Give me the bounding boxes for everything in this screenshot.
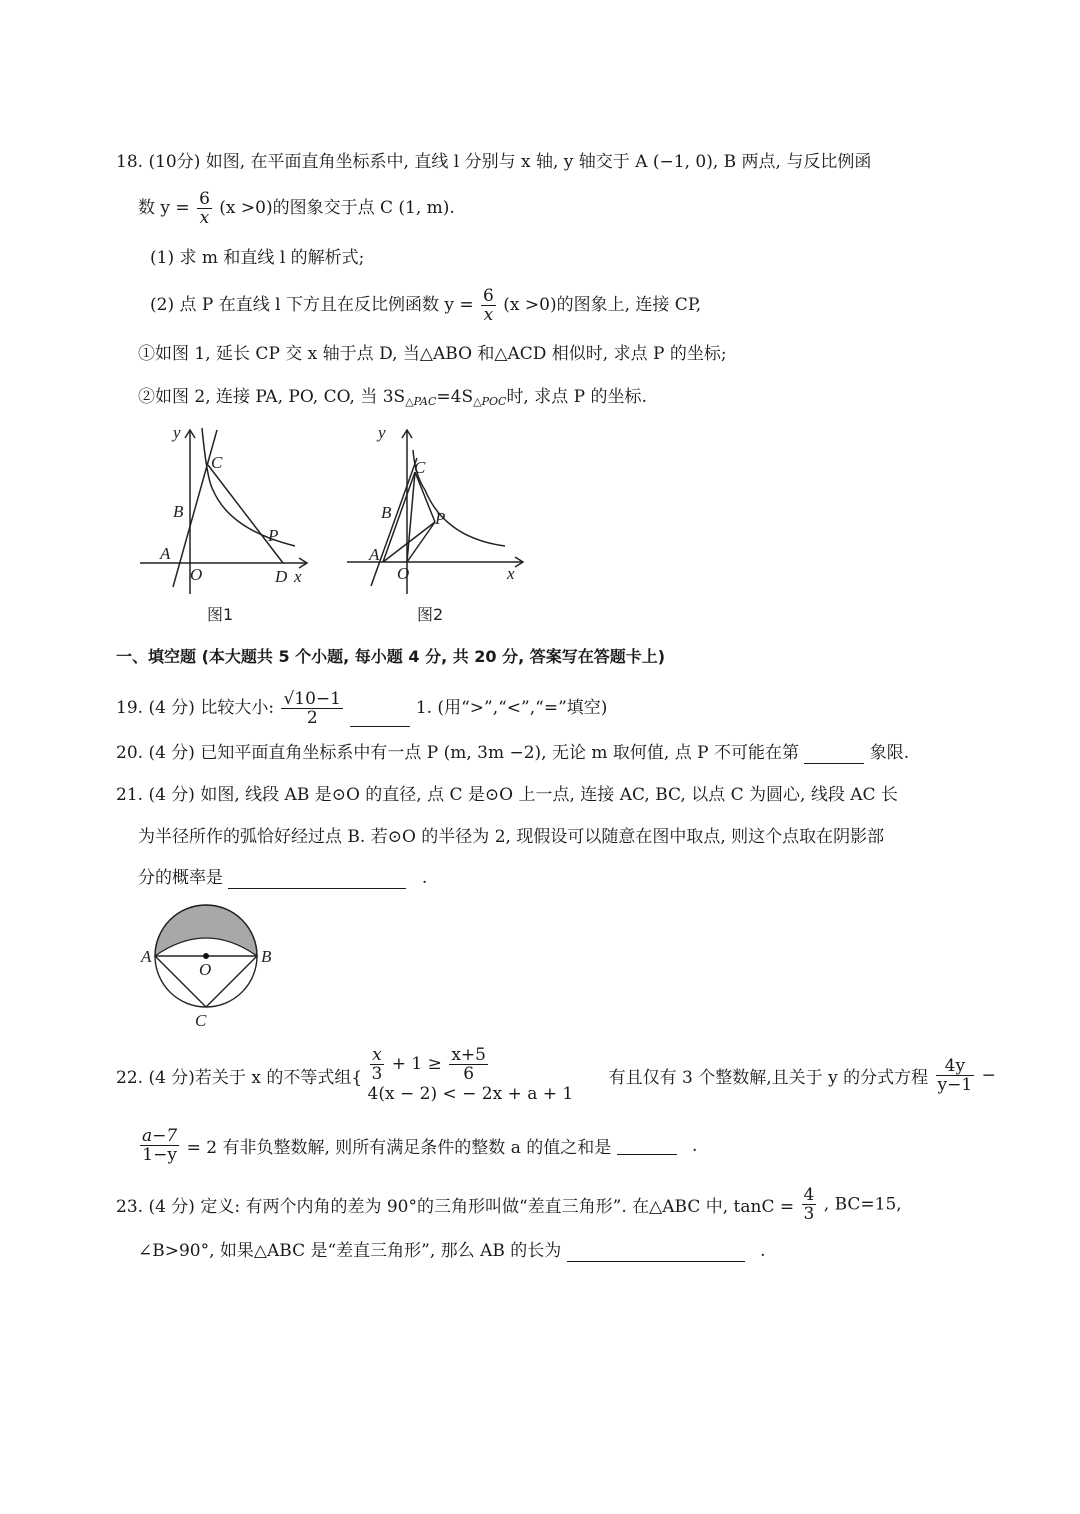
q20-pre: 20. (4 分) 已知平面直角坐标系中有一点 P (m, 3m −2), 无论 m 取何值, 点 P 不可能在第	[116, 743, 799, 763]
q22-answer-blank[interactable]	[617, 1136, 677, 1155]
q18-line1: 18. (10分) 如图, 在平面直角坐标系中, 直线 l 分别与 x 轴, y 轴交于 A (−1, 0), B 两点, 与反比例函	[116, 152, 872, 172]
q21-label-o: O	[199, 960, 212, 979]
q22-minus: −	[981, 1065, 996, 1086]
fraction-numerator: a−7	[142, 1126, 178, 1146]
fig1-label-d: D	[275, 567, 288, 586]
fraction-numerator: x	[370, 1046, 385, 1065]
q20-line	[116, 742, 909, 764]
q22-line1	[116, 1046, 996, 1105]
fig1-label-x: x	[294, 567, 302, 586]
q22-mid: 有且仅有 3 个整数解,且关于 y 的分式方程	[608, 1068, 929, 1088]
fig1-caption: 图1	[207, 605, 234, 624]
fig1-label-b: B	[173, 502, 184, 521]
q18-part2-post: (x >0)的图象上, 连接 CP,	[503, 295, 702, 315]
q23-pre: 23. (4 分) 定义: 有两个内角的差为 90°的三角形叫做“差直三角形”. 在△ABC 中, tanC =	[116, 1197, 795, 1217]
q23-fraction	[802, 1186, 817, 1223]
q18-sub1: ①如图 1, 延长 CP 交 x 轴于点 D, 当△ABO 和△ACD 相似时, 求点 P 的坐标;	[138, 344, 727, 364]
fraction-denominator: 3	[803, 1204, 815, 1224]
q22-frac-a7	[140, 1127, 179, 1164]
fraction-denominator: 3	[371, 1064, 383, 1084]
q22-ineq2: 4(x − 2) < − 2x + a + 1	[367, 1084, 574, 1104]
q18-line2-post: (x >0)的图象交于点 C (1, m).	[219, 198, 455, 218]
q21-label-c: C	[195, 1011, 207, 1030]
q18-line2	[138, 190, 455, 227]
q18-part2	[150, 287, 701, 324]
q18-part2-pre: (2) 点 P 在直线 l 下方且在反比例函数 y =	[150, 295, 474, 315]
q18-part2-fraction	[481, 287, 496, 324]
q22-ineq1-mid: + 1 ≥	[391, 1054, 442, 1074]
q18-sub2-pre: ②如图 2, 连接 PA, PO, CO, 当 3S	[138, 387, 406, 407]
fig2-label-o: O	[397, 564, 410, 583]
q23-line2	[138, 1240, 765, 1262]
fig1-label-p: P	[268, 526, 279, 545]
q22-line2-post: = 2 有非负整数解, 则所有满足条件的整数 a 的值之和是	[186, 1138, 612, 1158]
fraction-denominator: 6	[463, 1064, 475, 1084]
q19-pre: 19. (4 分) 比较大小:	[116, 698, 275, 718]
subscript-pac: △PAC	[405, 395, 437, 408]
fraction-numerator: x+5	[451, 1045, 486, 1065]
q21-line1: 21. (4 分) 如图, 线段 AB 是⊙O 的直径, 点 C 是⊙O 上一点, 连接 AC, BC, 以点 C 为圆心, 线段 AC 长	[116, 785, 898, 805]
q23-line1	[116, 1186, 902, 1223]
fig2-label-c: C	[414, 458, 426, 477]
fraction-denominator: 1−y	[142, 1145, 177, 1165]
q22-end: .	[692, 1135, 698, 1156]
q23-line2-text: ∠B>90°, 如果△ABC 是“差直三角形”, 那么 AB 的长为	[138, 1241, 562, 1261]
fig2-caption: 图2	[417, 605, 444, 624]
fraction-numerator: 4	[803, 1185, 815, 1205]
q21-line3-text: 分的概率是	[138, 868, 223, 888]
fraction-denominator: x	[199, 208, 210, 228]
q23-post: , BC=15,	[823, 1194, 902, 1215]
q20-post: 象限.	[869, 743, 910, 763]
fig1-label-a: A	[160, 544, 171, 563]
q18-fraction	[197, 190, 212, 227]
fraction-denominator: y−1	[937, 1075, 973, 1095]
q23-end: .	[760, 1241, 766, 1261]
fig2-label-x: x	[507, 564, 515, 583]
section-heading: 一、填空题 (本大题共 5 个小题, 每小题 4 分, 共 20 分, 答案写在答题卡上)	[116, 647, 666, 666]
fig2-label-b: B	[381, 503, 392, 522]
q21-line2: 为半径所作的弧恰好经过点 B. 若⊙O 的半径为 2, 现假设可以随意在图中取点, 则这个点取在阴影部	[138, 827, 885, 847]
fig2-label-y: y	[378, 423, 386, 442]
fraction-denominator: 2	[306, 708, 318, 728]
q19-line	[116, 690, 607, 727]
figure-1	[135, 420, 325, 630]
q18-sub2-post: 时, 求点 P 的坐标.	[506, 387, 647, 407]
q22-frac-x5	[449, 1046, 488, 1083]
q18-sub2	[138, 386, 647, 413]
fraction-numerator: √10−1	[283, 689, 341, 709]
q22-pre: 22. (4 分)若关于 x 的不等式组{	[116, 1068, 363, 1088]
fraction-denominator: x	[483, 305, 494, 325]
q22-frac-4y	[936, 1057, 975, 1094]
q22-inequality-system	[368, 1046, 574, 1105]
q21-label-b: B	[261, 947, 272, 966]
q21-end: .	[421, 868, 428, 888]
fraction-numerator: 6	[483, 286, 494, 306]
fig2-label-p: P	[435, 509, 446, 528]
fig1-label-y: y	[173, 423, 181, 442]
q22-frac-x3	[370, 1046, 385, 1083]
subscript-poc: △POC	[473, 395, 507, 408]
figure-2	[345, 420, 535, 630]
q22-line2	[138, 1127, 697, 1164]
fig2-label-a: A	[369, 545, 380, 564]
q21-label-a: A	[141, 947, 152, 966]
fig1-label-c: C	[211, 453, 223, 472]
q21-line3	[138, 867, 427, 889]
q18-part1: (1) 求 m 和直线 l 的解析式;	[150, 248, 365, 268]
figure-q21-circle	[135, 900, 285, 1035]
fraction-numerator: 4y	[936, 1057, 975, 1076]
q19-fraction	[281, 690, 343, 727]
q20-answer-blank[interactable]	[804, 745, 864, 764]
q23-answer-blank[interactable]	[567, 1243, 745, 1262]
fig1-label-o: O	[190, 565, 203, 584]
q18-line2-pre: 数 y =	[138, 198, 190, 218]
q19-answer-blank[interactable]	[350, 708, 410, 727]
fraction-numerator: 6	[199, 189, 210, 209]
q18-sub2-mid: =4S	[436, 387, 474, 407]
q21-answer-blank[interactable]	[228, 870, 406, 889]
q19-post: 1. (用“>”,“<”,“=”填空)	[415, 698, 608, 718]
